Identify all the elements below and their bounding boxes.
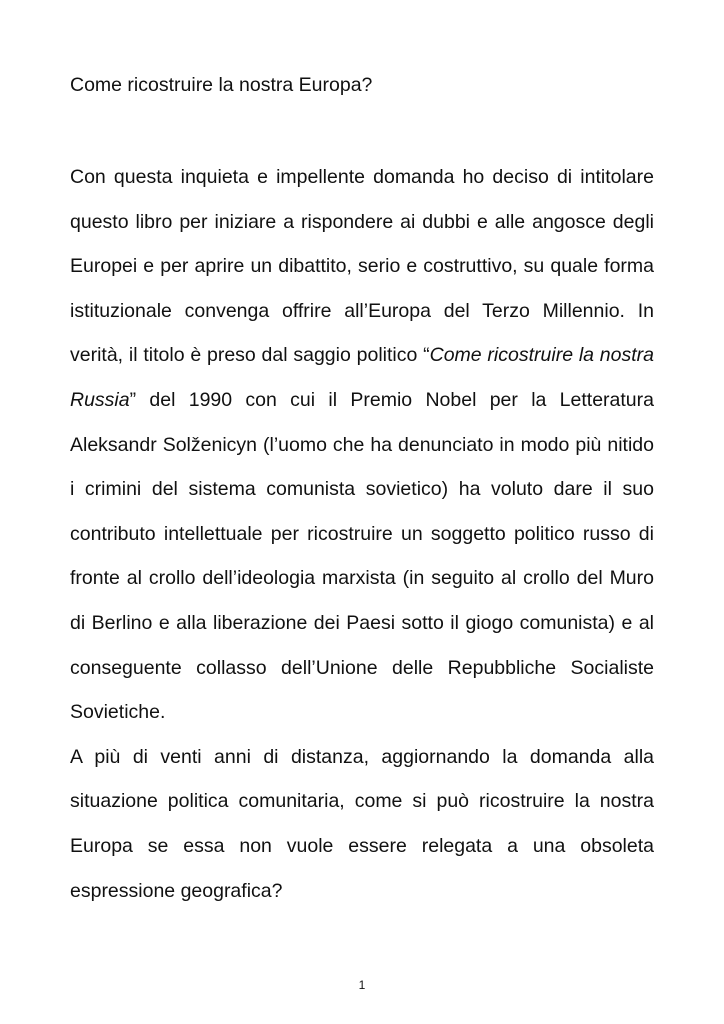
paragraph-1-text-after-quote: ” del 1990 con cui il Premio Nobel per la Letteratura Aleksandr Solženicyn (l’uomo che ha denunciato in modo più nitido i crimini del sistema comunista sovietico) ha voluto dare il suo contributo intellettuale per ricostruire un soggetto politico russo di fronte al crollo dell’ideologia marxista (in seguito al crollo del Muro di Berlino e alla liberazione dei Paesi sotto il giogo comunista) e al conseguente collasso dell’Unione delle Repubbliche Socialiste Sovietiche. (70, 388, 654, 724)
paragraph-1-text-before-quote: Con questa inquieta e impellente domanda ho deciso di intitolare questo libro per iniziare a rispondere ai dubbi e alle angosce degli Europei e per aprire un dibattito, serio e costruttivo, su quale forma istituzionale convenga offrire all’Europa del Terzo Millennio. In verità, il titolo è preso dal saggio politico “ (70, 166, 654, 367)
body-text (70, 155, 654, 913)
chapter-heading: Come ricostruire la nostra Europa? (70, 74, 373, 96)
paragraph-1 (70, 155, 654, 735)
page-number: 1 (358, 978, 366, 992)
paragraph-2: A più di venti anni di distanza, aggiornando la domanda alla situazione politica comunitaria, come si può ricostruire la nostra Europa se essa non vuole essere relegata a una obsoleta espressione geografica? (70, 745, 654, 902)
quoted-book-title: Come ricostruire la nostra Russia (70, 344, 654, 411)
